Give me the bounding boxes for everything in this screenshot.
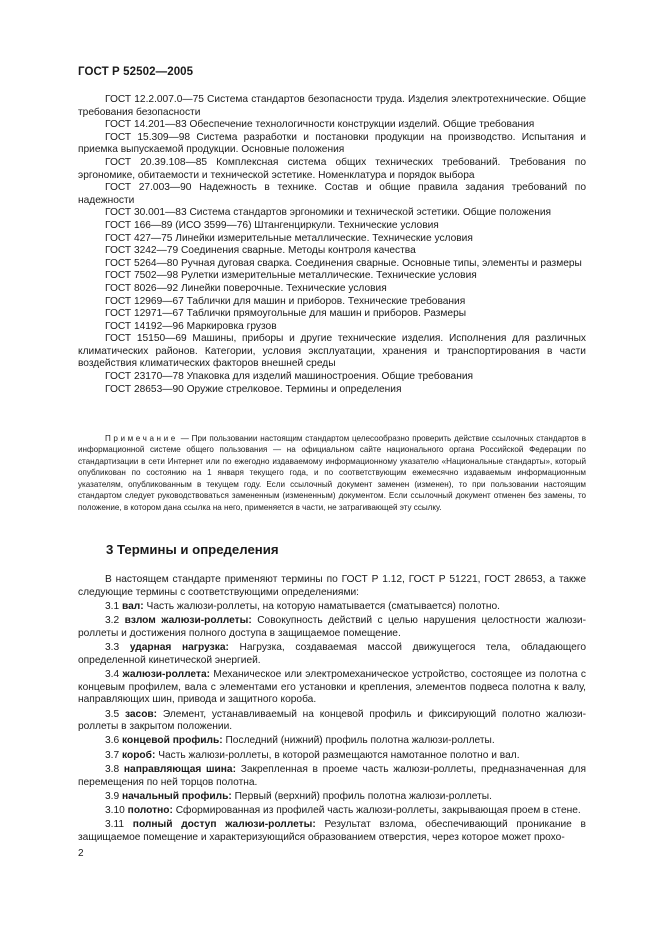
reference-item: ГОСТ 28653—90 Оружие стрелковое. Термины и определения [105, 383, 402, 395]
term-item [78, 615, 586, 640]
term-name: засов: [124, 708, 158, 720]
term-definition: Нагрузка, создаваемая массой движущегося тела, обладающего определенной кинетической энергией. [78, 642, 586, 666]
term-definition: Элемент, устанавливаемый на концевой профиль и фиксирующий полотно жалюзи-роллеты в закрытом положении. [78, 708, 586, 733]
term-item [78, 750, 586, 763]
term-number: 3.3 [105, 642, 120, 654]
reference-item: ГОСТ 7502—98 Рулетки измерительные металлические. Технические условия [105, 270, 477, 282]
term-item [78, 642, 586, 667]
reference-item: ГОСТ 23170—78 Упаковка для изделий машиностроения. Общие требования [105, 371, 474, 383]
term-name: полотно: [127, 805, 173, 817]
reference-item: ГОСТ 15150—69 Машины, приборы и другие технические изделия. Исполнения для различных климатических районов. Категории, условия эксплуатации, хранения и транспортирования в части воздействия климатических факторов внешней среды [78, 333, 586, 370]
intro-paragraph: В настоящем стандарте применяют термины по ГОСТ Р 1.12, ГОСТ Р 51221, ГОСТ 28653, а также следующие термины с соответствующими определениями: [78, 574, 586, 598]
term-item [78, 709, 586, 734]
term-name: полный доступ жалюзи-роллеты: [132, 819, 316, 831]
term-number: 3.5 [105, 708, 120, 720]
term-number: 3.4 [105, 668, 120, 680]
term-number: 3.7 [105, 749, 120, 761]
reference-item: ГОСТ 20.39.108—85 Комплексная система общих технических требований. Требования по эргономике, обитаемости и технической эстетике. Номенклатура и порядок выбора [78, 156, 586, 181]
reference-item: ГОСТ 166—89 (ИСО 3599—76) Штангенциркули. Технические условия [105, 219, 439, 231]
term-item [78, 735, 586, 748]
references-list [78, 94, 586, 396]
term-item [78, 669, 586, 707]
term-item [78, 601, 586, 614]
term-definition: Совокупность действий с целью нарушения целостности жалюзи-роллеты и достижения полного доступа в защищаемое помещение. [78, 615, 586, 639]
note-block [78, 433, 586, 513]
term-name: концевой профиль: [122, 735, 223, 747]
reference-item: ГОСТ 27.003—90 Надежность в технике. Состав и общие правила задания требований по надежности [78, 182, 586, 206]
reference-item: ГОСТ 12.2.007.0—75 Система стандартов безопасности труда. Изделия электротехнические. Общие требования безопасности [78, 94, 586, 118]
document-header: ГОСТ Р 52502—2005 [78, 66, 194, 78]
reference-item: ГОСТ 5264—80 Ручная дуговая сварка. Соединения сварные. Основные типы, элементы и размеры [105, 257, 582, 269]
term-definition: Механическое или электромеханическое устройство, состоящее из полотна с концевым профилем, вала с элементами его установки и крепления, элементов подвеса полотна к валу, направляющих шин, привода и защитного короба. [78, 668, 586, 706]
term-item [78, 819, 586, 844]
reference-item: ГОСТ 427—75 Линейки измерительные металлические. Технические условия [105, 232, 473, 244]
term-item [78, 764, 586, 789]
term-definition: Часть жалюзи-роллеты, в которой размещаются намотанное полотно и вал. [158, 749, 520, 761]
note-text: — При пользовании настоящим стандартом целесообразно проверить действие ссылочных стандартов в информационной системе общего пользования — на официальном сайте национального органа Российской Федерации по стандартизации в сети Интернет или по ежегодно издаваемому информационному указателю «Национальные стандарты», который опубликован по состоянию на 1 января текущего года, и по соответствующим ежемесячно издаваемым информационным указателям, опубликованным в текущем году. Если ссылочный документ заменен (изменен), то при пользовании настоящим стандартом следует руководствоваться замененным (измененным) документом. Если ссылочный документ отменен без замены, то положение, в котором дана ссылка на него, применяется в части, не затрагивающей эту ссылку. [78, 434, 586, 512]
term-number: 3.10 [105, 805, 125, 817]
term-number: 3.6 [105, 735, 120, 747]
term-definition: Закрепленная в проеме часть жалюзи-роллеты, предназначенная для перемещения по ней торцов полотна. [78, 763, 586, 788]
term-number: 3.2 [105, 615, 120, 627]
term-definition: Последний (нижний) профиль полотна жалюзи-роллеты. [225, 735, 495, 747]
term-name: направляющая шина: [123, 763, 236, 775]
reference-item: ГОСТ 12969—67 Таблички для машин и приборов. Технические требования [105, 295, 466, 307]
reference-item: ГОСТ 15.309—98 Система разработки и постановки продукции на производство. Испытания и приемка выпускаемой продукции. Основные положения [78, 131, 586, 156]
term-number: 3.8 [105, 763, 120, 775]
reference-item: ГОСТ 14192—96 Маркировка грузов [105, 320, 277, 332]
reference-item: ГОСТ 3242—79 Соединения сварные. Методы контроля качества [105, 245, 416, 257]
term-number: 3.11 [105, 819, 125, 831]
term-name: ударная нагрузка: [129, 642, 229, 654]
term-name: взлом жалюзи-роллеты: [124, 615, 252, 627]
section-title: 3 Термины и определения [106, 542, 279, 557]
page-number: 2 [78, 848, 84, 859]
term-name: вал: [122, 600, 144, 612]
term-item [78, 791, 586, 804]
term-definition: Первый (верхний) профиль полотна жалюзи-роллеты. [234, 790, 492, 802]
term-item [78, 805, 586, 818]
term-definition: Результат взлома, обеспечивающий проникание в защищаемое помещение и характеризующийся образованием отверстия, через которое может прохо- [78, 819, 586, 843]
reference-item: ГОСТ 14.201—83 Обеспечение технологичности конструкции изделий. Общие требования [105, 119, 535, 131]
reference-item: ГОСТ 12971—67 Таблички прямоугольные для машин и приборов. Размеры [105, 308, 467, 320]
term-number: 3.1 [105, 600, 120, 612]
term-definition: Часть жалюзи-роллеты, на которую наматывается (сматывается) полотно. [146, 600, 500, 612]
note-label: Примечание [105, 434, 178, 443]
term-number: 3.9 [105, 790, 120, 802]
term-name: начальный профиль: [122, 790, 232, 802]
terms-list [78, 574, 586, 846]
note-paragraph [78, 433, 586, 513]
term-definition: Сформированная из профилей часть жалюзи-роллеты, закрывающая проем в стене. [175, 805, 581, 817]
reference-item: ГОСТ 30.001—83 Система стандартов эргономики и технической эстетики. Общие положения [105, 207, 552, 219]
term-name: жалюзи-роллета: [122, 668, 210, 680]
reference-item: ГОСТ 8026—92 Линейки поверочные. Технические условия [105, 282, 387, 294]
term-name: короб: [122, 749, 156, 761]
